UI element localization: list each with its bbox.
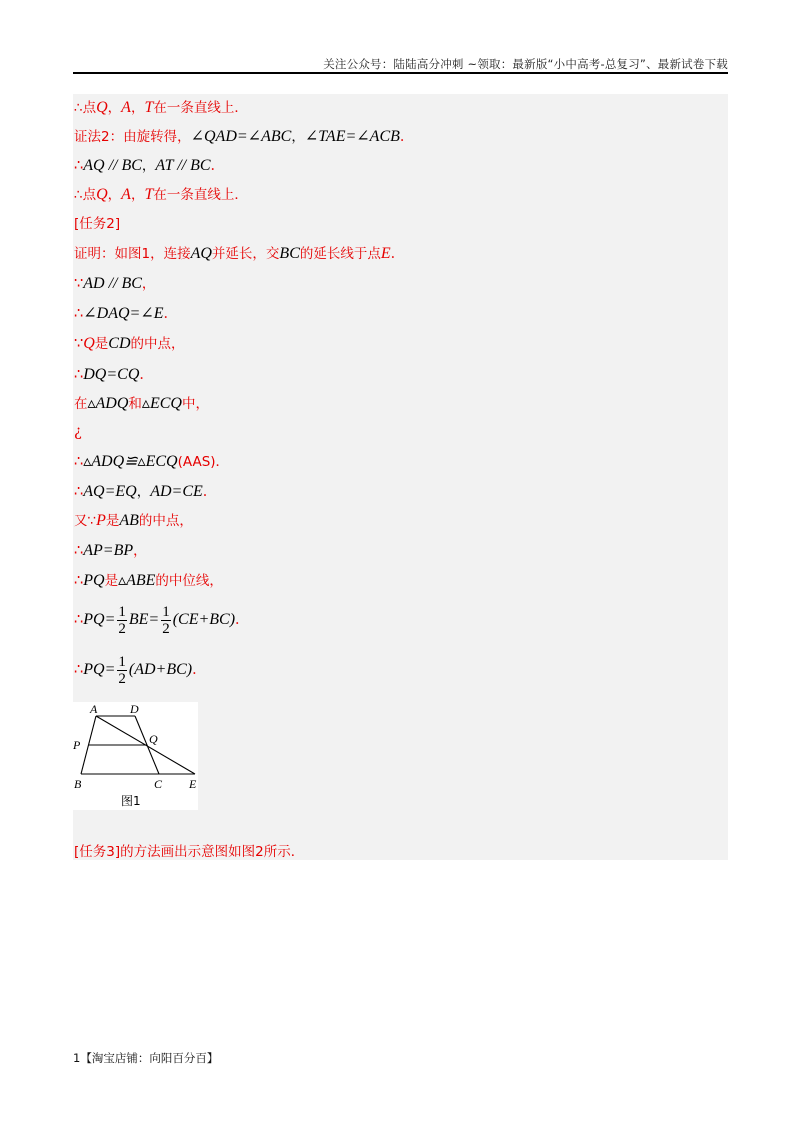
solution-line: 证明：如图1，连接AQ并延长，交BC的延长线于点E． (74, 245, 406, 262)
label-P: P (73, 738, 81, 752)
label-Q: Q (149, 732, 158, 746)
solution-line: 证法2：由旋转得，∠QAD=∠ABC，∠TAE=∠ACB． (74, 128, 415, 145)
solution-line: ∵AD // BC， (74, 275, 156, 292)
solution-line: 在▵ADQ和▵ECQ中， (74, 395, 209, 412)
solution-line: ∵Q是CD的中点， (74, 335, 185, 352)
header-divider (73, 72, 728, 74)
solution-line: ∴PQ是▵ABE的中位线， (74, 572, 223, 589)
solution-line: ∴▵ADQ≌▵ECQ(AAS)． (74, 453, 230, 470)
label-C: C (154, 777, 163, 791)
fraction: $\frac{1}{2}$ (118, 603, 126, 637)
trapezoid-diagram (73, 702, 198, 810)
solution-line: ¿ (74, 424, 82, 440)
label-E: E (189, 777, 197, 791)
solution-line: 又∵P是AB的中点， (74, 512, 193, 529)
solution-line: ∴AP=BP， (74, 542, 147, 559)
fraction: $\frac{1}{2}$ (118, 653, 126, 687)
task-heading: [任务2] (74, 216, 121, 232)
solution-line: ∴DQ=CQ． (74, 366, 154, 383)
equation-line: ∴PQ= $\frac{1}{2}$ (AD+BC)． (74, 653, 207, 687)
solution-line: ∴∠DAQ=∠E． (74, 305, 178, 322)
label-B: B (74, 777, 82, 791)
figure-caption: 图1 (121, 794, 141, 808)
fraction: $\frac{1}{2}$ (162, 603, 170, 637)
label-A: A (90, 702, 98, 716)
page-footer: 1【淘宝店铺：向阳百分百】 (73, 1051, 219, 1065)
solution-line: ∴点Q，A，T在一条直线上． (74, 99, 248, 116)
equation-line: ∴PQ= $\frac{1}{2}$ BE= $\frac{1}{2}$ (CE+BC)． (74, 603, 250, 637)
solution-line: ∴点Q，A，T在一条直线上． (74, 186, 248, 203)
task3-line: [任务3]的方法画出示意图如图2所示． (74, 844, 305, 860)
label-D: D (130, 702, 139, 716)
figure-1 (73, 702, 198, 810)
solution-line: ∴AQ // BC，AT // BC． (74, 157, 226, 174)
solution-line: ∴AQ=EQ，AD=CE． (74, 483, 218, 500)
page-header: 关注公众号：陆陆高分冲刺 ~领取：最新版“小中高考-总复习”、最新试卷下载 (323, 57, 728, 71)
